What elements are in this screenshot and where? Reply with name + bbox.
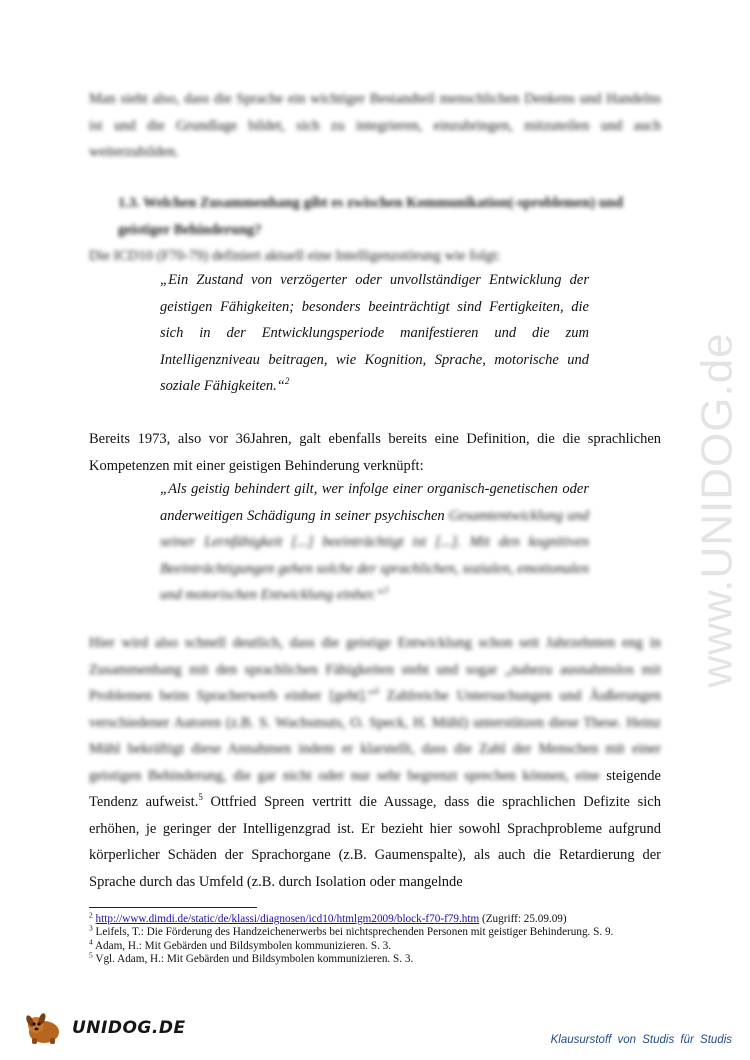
unidog-logo [22,1012,186,1048]
footnote-ref-2: 2 [284,376,290,387]
main-paragraph-sharp-1: steigende Tendenz aufweist. [89,767,661,810]
footnote-ref-3: 3 [383,585,389,596]
quote-icd10-text: „Ein Zustand von verzögerter oder unvollständiger Entwicklung der geistigen Fähigkeiten; besonders beeinträchtigt sind Fertigkeiten, die sich in der Entwicklungsperiode manifestieren und die zum Intelligenzniveau beitragen, wie Kognition, Sprache, motorische und soziale Fähigkeiten.“ [160,272,589,394]
footnote-divider [89,907,257,908]
quote-1973-text-sharp: „Als geistig behindert gilt, wer infolge einer organisch-genetischen oder anderweitigen Schädigung in seiner psychischen [160,481,589,524]
dog-icon [22,1012,70,1046]
quote-icd10 [160,267,589,400]
icd-intro: Die ICD10 (F70-79) definiert aktuell eine Intelligenzstörung wie folgt: [89,248,501,264]
intro-paragraph: Man sieht also, dass die Sprache ein wichtiger Bestandteil menschlichen Denkens und Handelns ist und die Grundlage bildet, sich zu integrieren, einzubringen, mitzuteilen und auch weiterzubilden. [89,91,661,160]
footnotes [89,910,669,967]
section-heading: 1.3. Welchen Zusammenhang gibt es zwischen Kommunikation(-sproblemen) und geistiger Behinderung? [118,195,624,238]
footnote-ref-4: 4 [374,686,379,697]
footnote-ref-5: 5 [198,792,203,803]
quote-1973 [160,476,589,609]
footnote-3: $^3$ Leifels, T.: Die Förderung des Handzeichenerwerbs bei nichtsprechenden Personen mit geistiger Behinderung. S. 9. [89,923,614,939]
logo-text: UNIDOG.DE [72,1018,186,1038]
footnote-2-link[interactable]: http://www.dimdi.de/static/de/klassi/diagnosen/icd10/htmlgm2009/block-f70-f79.htm [95,913,480,925]
main-paragraph-sharp-2: Ottfried Spreen vertritt die Aussage, dass die sprachlichen Defizite sich erhöhen, je geringer der Intelligenzgrad ist. Er bezieht hier sowohl Sprachprobleme aufgrund körperlicher Schäden der Sprachorgane (z.B. Gaumenspalte), als auch die Retardierung der Sprache durch das Umfeld (z.B. durch Isolation oder mangelnde [89,794,661,890]
tagline: Klausurstoff von Studis für Studis [550,1034,732,1046]
main-paragraph [89,630,661,895]
footnote-2: $^2$ http://www.dimdi.de/static/de/klassi/diagnosen/icd10/htmlgm2009/block-f70-f79.htm (Zugriff: 25.09.09) [89,910,567,925]
main-paragraph-blurred: Hier wird also schnell deutlich, dass die geistige Entwicklung schon seit Jahrzehnten eng in Zusammenhang mit den sprachlichen Fähigkeiten steht und sogar „nahezu ausnahmslos mit Problemen beim Spracherwerb einher [geht].“$^4$ Zahlreiche Untersuchungen und Äußerungen verschiedener Autoren (z.B. S. Wachsmuts, O. Speck, H. Mühl) unterstützen diese These. Heinz Mühl bekräftigt diese Annahmen indem er klarstellt, dass die Zahl der Menschen mit einer geistigen Behinderung, die gar nicht oder nur sehr begrenzt sprechen können, eine [89,635,662,784]
footnote-5: $^5$ Vgl. Adam, H.: Mit Gebärden und Bildsymbolen kommunizieren. S. 3. [89,950,414,966]
paragraph-1973: Bereits 1973, also vor 36Jahren, galt ebenfalls bereits eine Definition, die die sprachlichen Kompetenzen mit einer geistigen Behinderung verknüpft: [89,431,661,474]
watermark: www.UNIDOG.de [693,332,743,688]
footnote-4: $^4$ Adam, H.: Mit Gebärden und Bildsymbolen kommunizieren. S. 3. [89,937,392,952]
quote-1973-text-blurred: Gesamtentwicklung und seiner Lernfähigkeit [...] beeinträchtigt ist [...]. Mit den kognitiven Beeinträchtigungen gehen solche der sprachlichen, sozialen, emotionalen und motorischen Entwicklung einher.“$^3$ [160,507,590,603]
